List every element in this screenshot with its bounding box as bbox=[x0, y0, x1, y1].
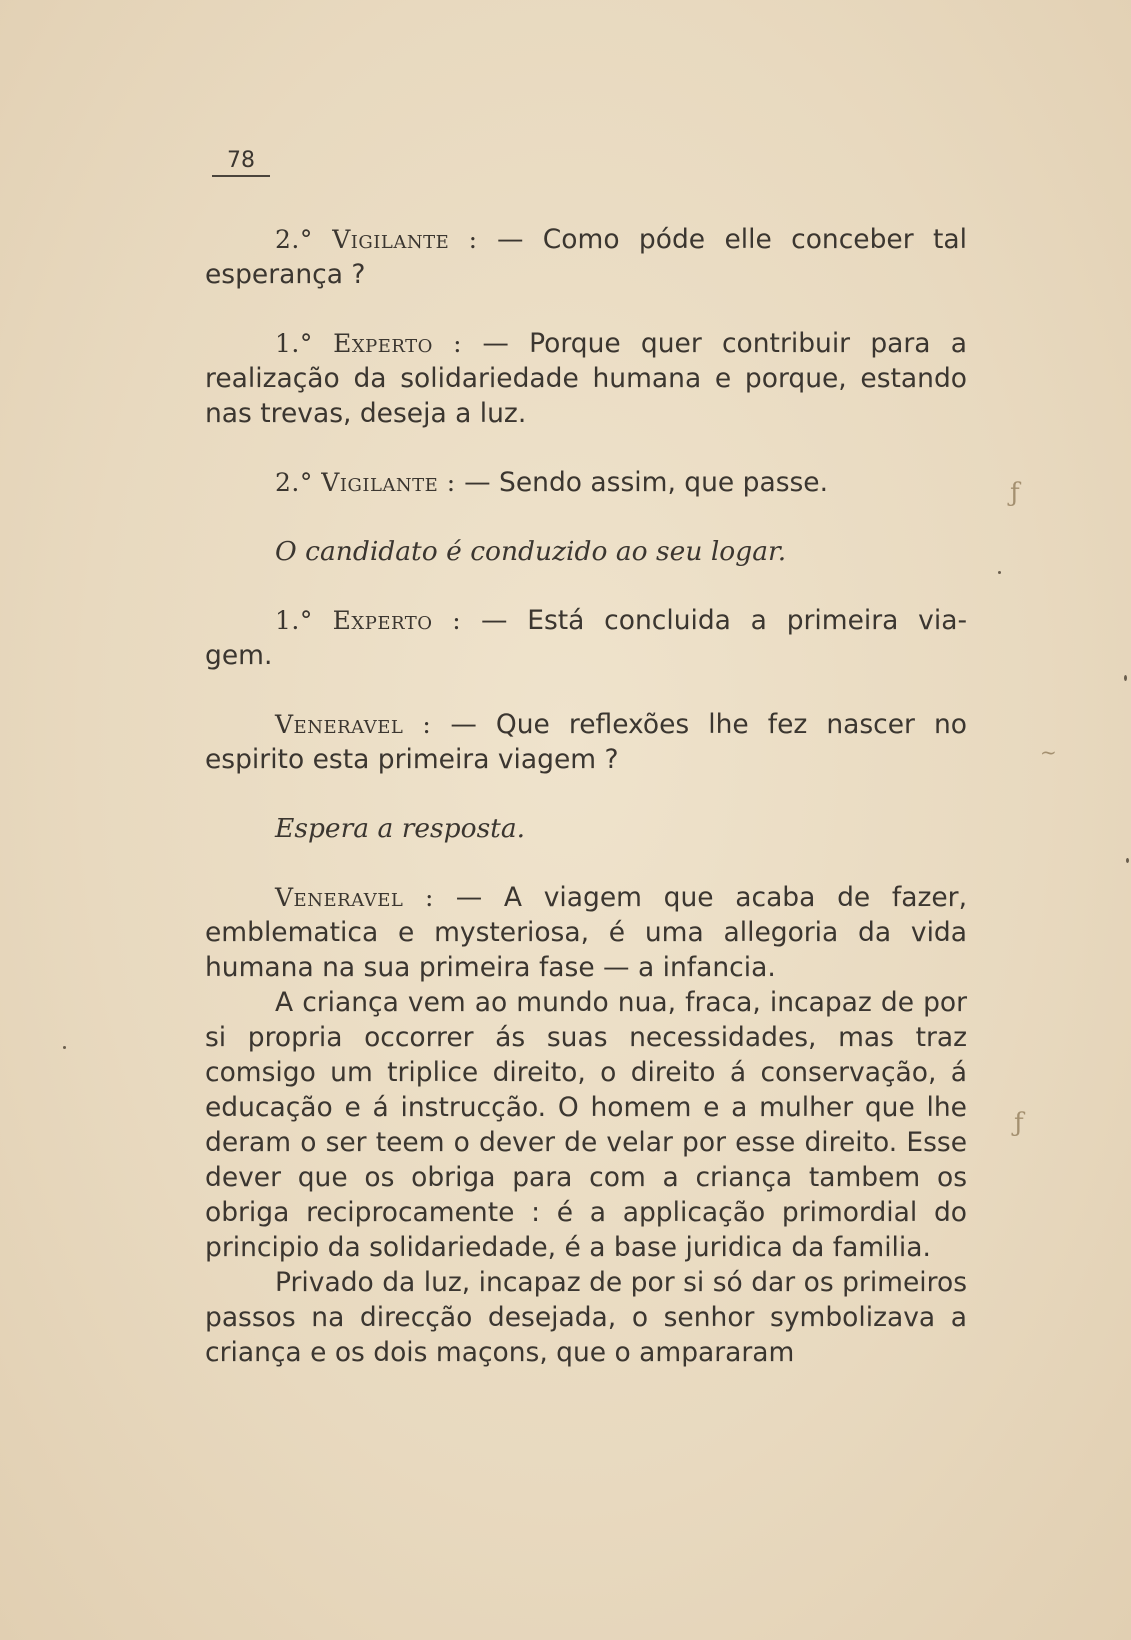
speaker-label: 1.° Experto : bbox=[275, 329, 463, 358]
dialogue-paragraph bbox=[205, 222, 967, 292]
paper-speck bbox=[1124, 675, 1127, 681]
speech-line: — A viagem que acaba de fazer, bbox=[455, 882, 967, 913]
speech-line: — Está concluida a primeira via- bbox=[480, 605, 968, 636]
speech-continuation: esperança ? bbox=[205, 259, 366, 290]
speaker-label: 2.° Vigilante : bbox=[275, 225, 478, 254]
speech-line: — Sendo assim, que passe. bbox=[464, 467, 829, 498]
speech-continuation: realização da solidariedade humana e porque, estando nas trevas, deseja a luz. bbox=[205, 363, 967, 429]
speech-line: — Que reflexões lhe fez nascer no bbox=[450, 709, 967, 740]
speech-continuation: espirito esta primeira viagem ? bbox=[205, 744, 619, 775]
stage-direction: O candidato é conduzido ao seu logar. bbox=[275, 536, 787, 567]
page-body bbox=[205, 222, 967, 1370]
body-paragraph: A criança vem ao mundo nua, fraca, incapaz de por si propria occorrer ás suas necessidades, mas traz comsigo um triplice direito, o direito á conservação, á educação e á instrucção. O homem e a mulher que lhe deram o ser teem o dever de velar por esse direito. Esse dever que os obriga para com a criança tambem os obriga reciprocamente : é a applicação primordial do principio da solidariedade, é a base juridica da familia. bbox=[205, 987, 967, 1263]
stage-direction: Espera a resposta. bbox=[275, 813, 526, 844]
speaker-label: Veneravel : bbox=[275, 883, 434, 912]
speaker-label: Veneravel : bbox=[275, 710, 432, 739]
paper-speck bbox=[998, 571, 1001, 574]
margin-stain-mark: ~ bbox=[1040, 740, 1057, 764]
paper-speck bbox=[63, 1046, 66, 1049]
speaker-label: 1.° Experto : bbox=[275, 606, 462, 635]
dialogue-paragraph bbox=[205, 707, 967, 777]
speech-line: — Como póde elle conceber tal bbox=[496, 224, 967, 255]
body-paragraph: Privado da luz, incapaz de por si só dar os primeiros passos na direcção desejada, o senhor symbolizava a criança e os dois maçons, que o ampararam bbox=[205, 1267, 967, 1368]
margin-stain-mark: ƒ bbox=[1010, 478, 1020, 508]
dialogue-paragraph bbox=[205, 326, 967, 431]
margin-stain-mark: ƒ bbox=[1014, 1108, 1024, 1138]
page-number: 78 bbox=[212, 148, 270, 177]
speech-line: — Porque quer contribuir para a bbox=[482, 328, 967, 359]
dialogue-paragraph bbox=[205, 880, 967, 985]
speech-continuation: emblematica e mysteriosa, é uma allegoria da vida humana na sua primeira fase — a infancia. bbox=[205, 917, 967, 983]
speaker-label: 2.° Vigilante : bbox=[275, 468, 456, 497]
dialogue-paragraph bbox=[205, 465, 967, 500]
dialogue-paragraph bbox=[205, 603, 967, 673]
paper-speck bbox=[1126, 858, 1129, 863]
speech-continuation: gem. bbox=[205, 640, 273, 671]
